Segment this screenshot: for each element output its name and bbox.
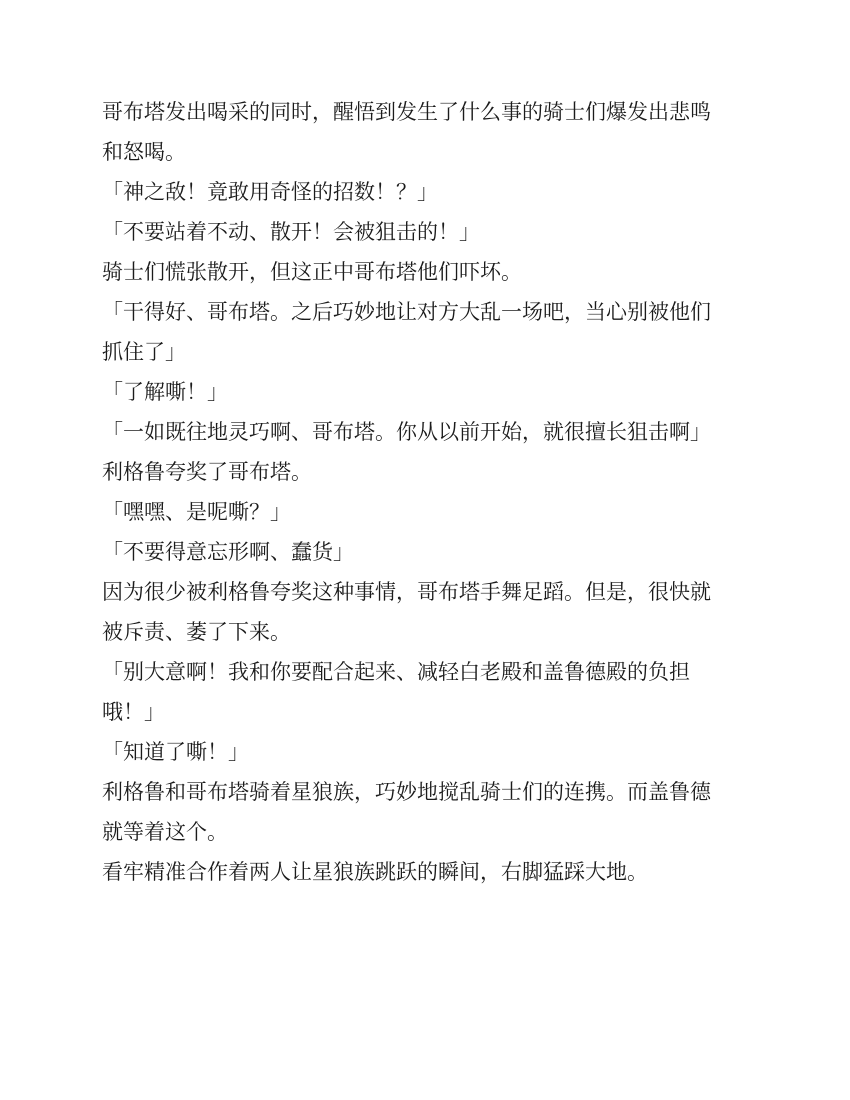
paragraph: 骑士们慌张散开，但这正中哥布塔他们吓坏。 [102, 260, 522, 284]
paragraph: 哥布塔发出喝采的同时，醒悟到发生了什么事的骑士们爆发出悲鸣和怒喝。 [102, 100, 711, 164]
story-text [102, 92, 722, 892]
paragraph: 「不要站着不动、散开！会被狙击的！」 [102, 220, 480, 244]
paragraph: 「一如既往地灵巧啊、哥布塔。你从以前开始，就很擅长狙击啊」 [102, 420, 711, 444]
paragraph: 看牢精准合作着两人让星狼族跳跃的瞬间，右脚猛踩大地。 [102, 860, 648, 884]
paragraph: 「了解嘶！」 [102, 380, 228, 404]
paragraph: 利格鲁和哥布塔骑着星狼族，巧妙地搅乱骑士们的连携。而盖鲁德就等着这个。 [102, 780, 711, 844]
paragraph: 「嘿嘿、是呢嘶？」 [102, 500, 291, 524]
paragraph: 利格鲁夸奖了哥布塔。 [102, 460, 312, 484]
paragraph: 「不要得意忘形啊、蠢货」 [102, 540, 354, 564]
paragraph: 「神之敌！竟敢用奇怪的招数！？」 [102, 180, 438, 204]
paragraph: 因为很少被利格鲁夸奖这种事情，哥布塔手舞足蹈。但是，很快就被斥责、萎了下来。 [102, 580, 711, 644]
paragraph: 「知道了嘶！」 [102, 740, 249, 764]
paragraph: 「别大意啊！我和你要配合起来、减轻白老殿和盖鲁德殿的负担哦！」 [102, 660, 690, 724]
paragraph: 「干得好、哥布塔。之后巧妙地让对方大乱一场吧，当心别被他们抓住了」 [102, 300, 711, 364]
